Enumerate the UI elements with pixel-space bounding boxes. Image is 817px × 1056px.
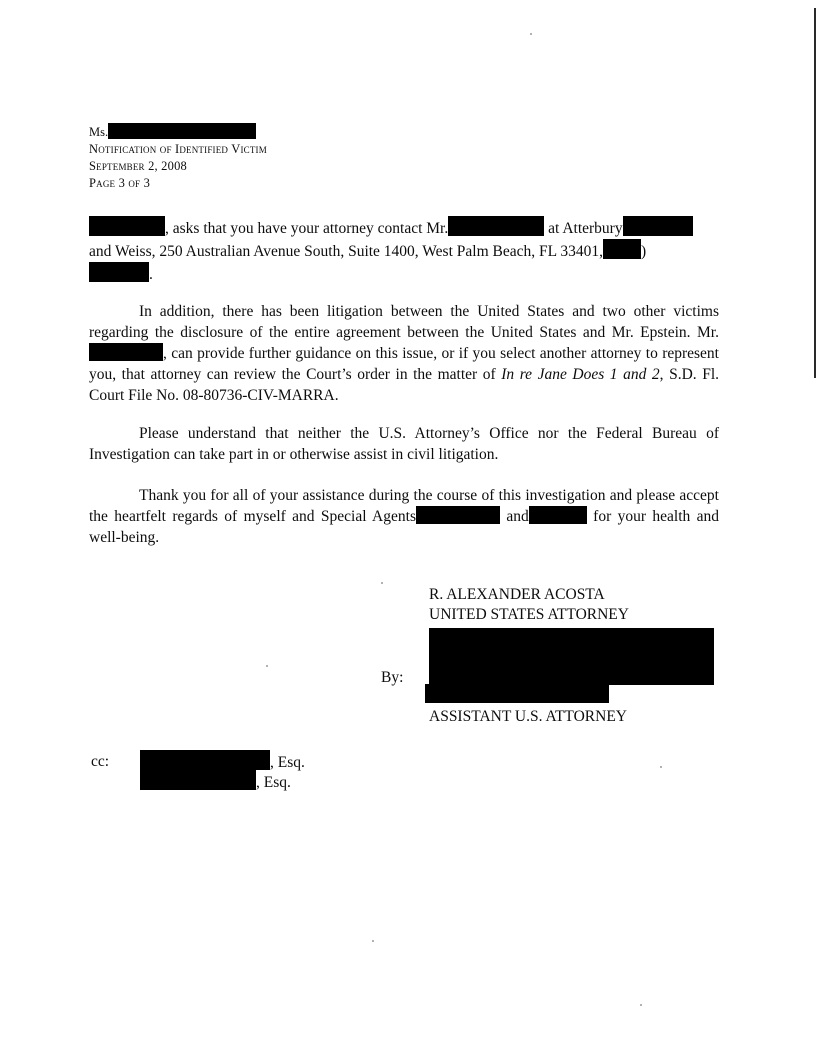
redaction-box: [89, 216, 165, 236]
paragraph-civil-litigation: Please understand that neither the U.S. Attorney’s Office nor the Federal Bureau of Investigation can take part in or otherwise assist in civil litigation.: [89, 425, 719, 463]
redaction-box: [623, 216, 693, 236]
paragraph-thanks: Thank you for all of your assistance during the course of this investigation and please accept the heartfelt regards of myself and Special Agents and for your health and well-being.: [89, 487, 720, 546]
case-name: In re Jane Does 1 and 2: [501, 366, 660, 383]
recipient-salutation: Ms.: [89, 123, 256, 140]
redacted-assistant-name: [425, 684, 609, 703]
letter-subject: Notification of Identified Victim: [89, 142, 267, 156]
signatory-title: UNITED STATES ATTORNEY: [429, 606, 629, 623]
redaction-box: [448, 216, 544, 236]
redacted-signature: [429, 628, 714, 685]
cc-recipient-1: , Esq.: [140, 750, 305, 773]
by-label: By:: [381, 669, 404, 686]
paragraph-litigation: In addition, there has been litigation between the United States and two other victims regarding the disclosure of the entire agreement between the United States and Mr. Epstein. Mr., can provide further guidance on this issue, or if you select another attorney to represent you, that attorney can review the Court’s order in the matter of In re Jane Does 1 and 2, S.D. Fl. Court File No. 08-80736-CIV-MARRA.: [89, 303, 719, 404]
scan-speck: [372, 940, 374, 942]
redaction-box: [416, 506, 500, 524]
redaction-box: [603, 239, 641, 259]
assistant-attorney-title: ASSISTANT U.S. ATTORNEY: [429, 708, 627, 725]
redaction-box: [108, 123, 256, 139]
scan-speck: [381, 582, 383, 584]
scan-speck: [640, 1004, 642, 1006]
letter-date: September 2, 2008: [89, 159, 187, 173]
redaction-box: [140, 770, 256, 790]
redaction-box: [529, 506, 587, 524]
redaction-box: [89, 343, 163, 361]
scan-speck: [660, 766, 662, 768]
cc-label: cc:: [91, 753, 110, 770]
scan-speck: [530, 33, 532, 35]
page-edge-line: [814, 8, 816, 378]
page-number: Page 3 of 3: [89, 176, 151, 190]
cc-recipient-2: , Esq.: [140, 770, 291, 793]
redaction-box: [89, 262, 149, 282]
scan-speck: [266, 665, 268, 667]
redaction-box: [140, 750, 270, 770]
signatory-name: R. ALEXANDER ACOSTA: [429, 586, 605, 603]
paragraph-attorney-contact: , asks that you have your attorney contact Mr. at Atterbury and Weiss, 250 Australian Avenue South, Suite 1400, West Palm Beach, FL 33401, ) .: [89, 216, 719, 285]
